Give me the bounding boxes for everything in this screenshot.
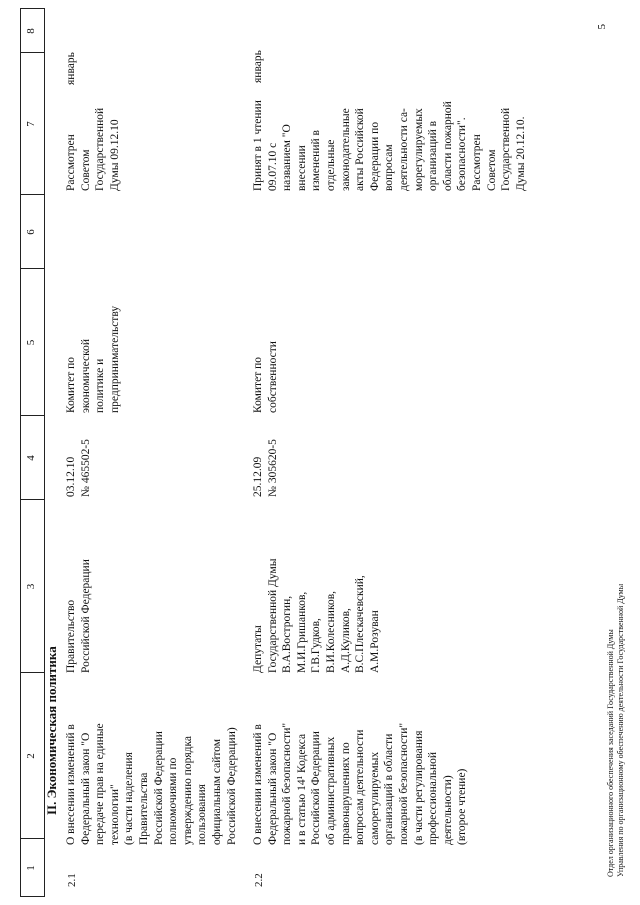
header-top-rule — [20, 8, 21, 897]
registration-date-number: 03.12.10 № 465502-5 — [65, 439, 92, 497]
column-number: 4 — [25, 455, 37, 461]
column-number: 5 — [25, 339, 37, 346]
bill-title: О внесении изменений в Федеральный закон "О пожарной безопасности" и в статью 14¹ Кодекса Российской Федерации об административных правонарушениях по вопросам деятельности саморегулируемых организаций в области пожарной безопасности" (в части регулирования профессиональной деятельности) (второе чтение) — [252, 722, 469, 845]
planned-month: январь — [252, 50, 264, 83]
row-number: 2.2 — [253, 873, 265, 887]
responsible-committee: Комитет по собственности — [252, 341, 279, 413]
bill-status: Принят в 1 чтении 09.07.10 с названием "О внесении изменений в отдельные законодательные акты Российской Федерации по вопросам деятельности са- морегулируемых организаций в области пожарной безопасности". Рассмотрен Советом Государственной Думы 20.12.10. — [252, 100, 527, 191]
bill-status: Рассмотрен Советом Государственной Думы 09.12.10 — [65, 107, 121, 191]
column-number: 1 — [25, 865, 37, 871]
row-number: 2.1 — [66, 873, 78, 887]
bill-title: О внесении изменений в Федеральный закон "О передаче прав на единые технологии" (в части наделения Правительства Российской Федерации полномочиями по утверждению порядка пользования официальным сайтом Российской Федерации) — [65, 723, 238, 845]
bill-author: Правительство Российской Федерации — [65, 559, 92, 673]
column-number: 8 — [25, 28, 37, 34]
registration-date-number: 25.12.09 № 305620-5 — [252, 439, 279, 497]
footer-directorate: Управления по организационному обеспечению деятельности Государственной Думы — [616, 583, 625, 877]
page-number: 5 — [596, 24, 608, 30]
column-number: 2 — [25, 753, 37, 759]
planned-month: январь — [65, 52, 77, 85]
responsible-committee: Комитет по экономической политике и предпринимательству — [65, 305, 121, 413]
column-number: 7 — [25, 121, 37, 127]
column-number: 6 — [25, 229, 37, 235]
footer-department: Отдел организационного обеспечения заседаний Государственной Думы — [606, 629, 615, 877]
section-title: II. Экономическая политика — [44, 646, 59, 815]
column-number: 3 — [25, 583, 37, 590]
column-header-row — [10, 0, 37, 905]
bill-author: Депутаты Государственной Думы В.А.Вострогин, М.И.Гришанков, Г.В.Гудков, В.И.Колесников, А.Д.Куликов, В.С.Плескачевский, А.М.Розуван — [252, 558, 381, 673]
